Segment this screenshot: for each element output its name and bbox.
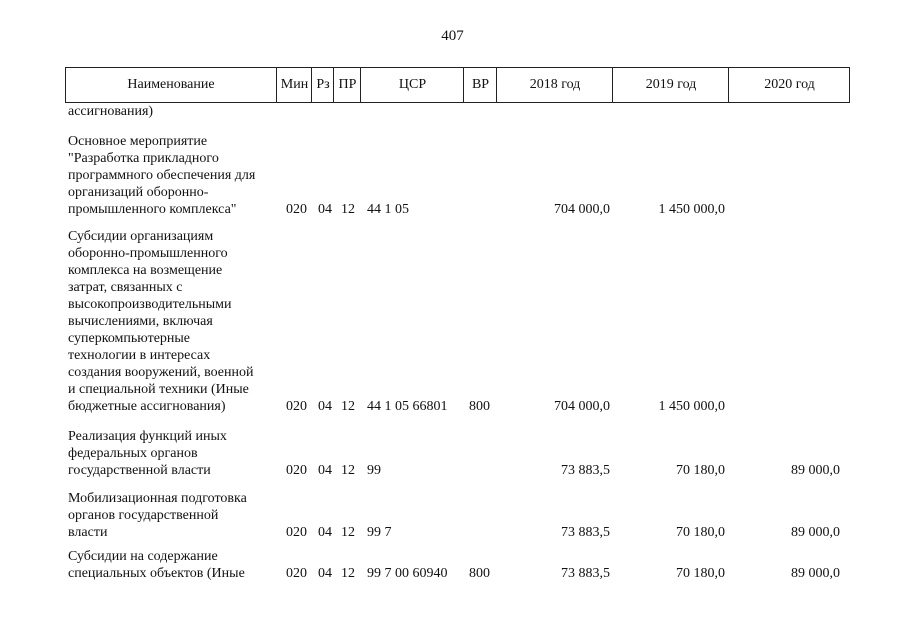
row-vr: 800 (469, 566, 490, 581)
row-csr: 99 7 (367, 525, 392, 540)
row-y2018: 704 000,0 (554, 202, 610, 217)
row-name (68, 228, 273, 415)
header-csr: ЦСР (360, 68, 464, 102)
row-name-line: бюджетные ассигнования) (68, 399, 226, 414)
row-name (68, 548, 273, 582)
row-name-line: органов государственной (68, 508, 219, 523)
row-name-line: ассигнования) (68, 104, 154, 119)
row-name-line: Основное мероприятие (68, 134, 208, 149)
row-name-line: организаций оборонно- (68, 185, 209, 200)
row-y2018: 73 883,5 (561, 566, 610, 581)
row-name-line: суперкомпьютерные (68, 331, 191, 346)
row-name-line: вычислениями, включая (68, 314, 213, 329)
header-vr: ВР (463, 68, 497, 102)
row-name-line: Мобилизационная подготовка (68, 491, 247, 506)
row-y2020: 89 000,0 (791, 525, 840, 540)
row-pr: 12 (341, 202, 355, 217)
row-min: 020 (286, 202, 307, 217)
row-min: 020 (286, 566, 307, 581)
row-name-line: специальных объектов (Иные (68, 566, 245, 581)
row-y2018: 73 883,5 (561, 525, 610, 540)
header-min: Мин (276, 68, 312, 102)
row-y2020: 89 000,0 (791, 566, 840, 581)
row-name (68, 133, 273, 218)
page-number: 407 (441, 28, 464, 44)
row-y2019: 70 180,0 (676, 566, 725, 581)
row-min: 020 (286, 463, 307, 478)
row-name-line: Субсидии на содержание (68, 549, 218, 564)
header-name: Наименование (127, 77, 215, 92)
row-pr: 12 (341, 525, 355, 540)
header-2019: 2019 год (612, 68, 729, 102)
row-name-line: затрат, связанных с (68, 280, 183, 295)
row-y2019: 1 450 000,0 (658, 399, 725, 414)
row-name-line: промышленного комплекса" (68, 202, 237, 217)
row-y2019: 70 180,0 (676, 463, 725, 478)
row-y2019: 70 180,0 (676, 525, 725, 540)
header-2018: 2018 год (496, 68, 613, 102)
row-rz: 04 (318, 399, 332, 414)
row-min: 020 (286, 399, 307, 414)
row-name (68, 428, 273, 479)
row-rz: 04 (318, 525, 332, 540)
header-pr: ПР (333, 68, 361, 102)
row-name-line: федеральных органов (68, 446, 198, 461)
row-name-line: создания вооружений, военной (68, 365, 254, 380)
row-name-line: оборонно-промышленного (68, 246, 228, 261)
row-y2019: 1 450 000,0 (658, 202, 725, 217)
row-name-line: программного обеспечения для (68, 168, 256, 183)
row-name-line: Реализация функций иных (68, 429, 227, 444)
row-csr: 99 7 00 60940 (367, 566, 448, 581)
row-name-line: и специальной техники (Иные (68, 382, 249, 397)
row-y2018: 704 000,0 (554, 399, 610, 414)
row-pr: 12 (341, 566, 355, 581)
row-name-line: высокопроизводительными (68, 297, 232, 312)
row-pr: 12 (341, 463, 355, 478)
row-y2018: 73 883,5 (561, 463, 610, 478)
header-2020: 2020 год (728, 68, 850, 102)
row-rz: 04 (318, 463, 332, 478)
row-rz: 04 (318, 566, 332, 581)
table-header (65, 67, 850, 103)
row-pr: 12 (341, 399, 355, 414)
row-csr: 99 (367, 463, 381, 478)
row-y2020: 89 000,0 (791, 463, 840, 478)
row-name-line: технологии в интересах (68, 348, 211, 363)
row-name-line: "Разработка прикладного (68, 151, 219, 166)
row-name-line: комплекса на возмещение (68, 263, 223, 278)
row-rz: 04 (318, 202, 332, 217)
row-name (68, 103, 273, 120)
row-csr: 44 1 05 66801 (367, 399, 448, 414)
row-name-line: Субсидии организациям (68, 229, 214, 244)
row-name-line: власти (68, 525, 108, 540)
row-csr: 44 1 05 (367, 202, 409, 217)
header-rz: Рз (311, 68, 334, 102)
row-name (68, 490, 273, 541)
row-name-line: государственной власти (68, 463, 211, 478)
row-min: 020 (286, 525, 307, 540)
row-vr: 800 (469, 399, 490, 414)
